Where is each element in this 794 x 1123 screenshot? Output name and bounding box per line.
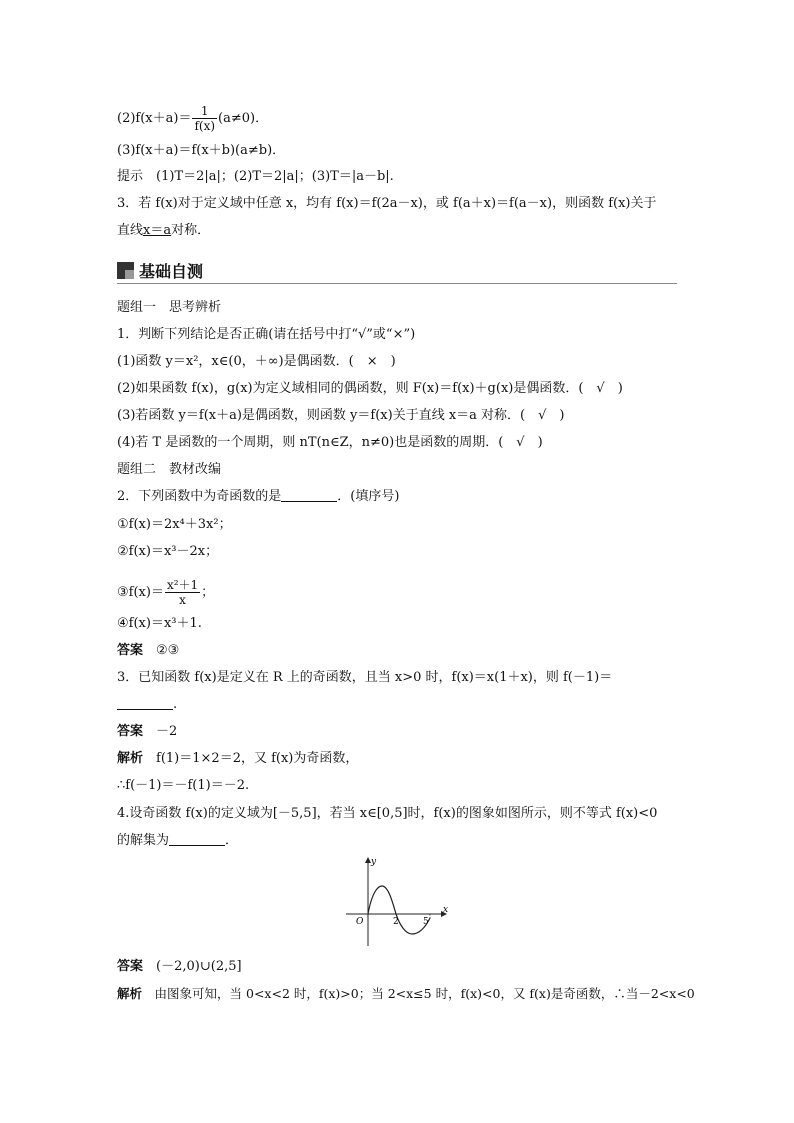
tick-label-2: 2	[393, 917, 399, 927]
item-3-underlined: x＝a	[143, 223, 172, 238]
property-2	[117, 104, 268, 133]
answer-label: 答案	[117, 724, 144, 739]
question-1-stem: 1．判断下列结论是否正确(请在括号中打“√”或“×”)	[117, 327, 416, 342]
question-4-stem-text: 的解集为	[117, 833, 170, 848]
question-4-explanation	[117, 985, 695, 1003]
function-graph	[340, 852, 452, 948]
explanation-text: 由图象可知，当 0<x<2 时，f(x)>0；当 2<x≤5 时，f(x)<0，又 f(x)是奇函数，∴当－2<x<0	[154, 986, 695, 1001]
explanation-text: f(1)＝1×2＝2，又 f(x)为奇函数，	[156, 751, 359, 766]
hint-line	[117, 168, 394, 186]
answer-blank	[169, 832, 225, 846]
x-axis-label: x	[443, 905, 449, 915]
question-2-option-1: ①f(x)＝2x⁴＋3x²；	[117, 517, 232, 532]
answer-text: ②③	[156, 643, 180, 658]
section-square-icon	[117, 262, 134, 279]
hint-text: (1)T＝2|a|；(2)T＝2|a|；(3)T＝|a－b|.	[156, 169, 394, 184]
option-3-prefix: ③f(x)＝	[117, 585, 164, 600]
question-2-stem-suffix: ．(填序号)	[337, 489, 400, 504]
tick-label-5: 5	[423, 917, 429, 927]
section-divider	[117, 283, 677, 284]
question-1-item-3: (3)若函数 y＝f(x＋a)是偶函数，则函数 y＝f(x)关于直线 x＝a 对称．( √ )	[117, 408, 565, 423]
question-4-stem-2	[117, 832, 238, 850]
hint-label: 提示	[117, 169, 144, 184]
group-1-label: 题组一 思考辨析	[117, 300, 222, 315]
question-3-tail: .	[173, 697, 178, 712]
question-2-answer	[117, 642, 179, 660]
question-2-stem	[117, 488, 399, 506]
fraction	[192, 104, 217, 133]
question-3-answer	[117, 723, 177, 741]
property-2-condition: (a≠0)．	[218, 111, 269, 126]
question-1-item-2: (2)如果函数 f(x)，g(x)为定义域相同的偶函数，则 F(x)＝f(x)＋g(x)是偶函数．( √ )	[117, 381, 623, 396]
question-2-stem-text: 2．下列函数中为奇函数的是	[117, 489, 282, 504]
answer-text: －2	[156, 724, 178, 739]
item-3-line-1: 3．若 f(x)对于定义域中任意 x，均有 f(x)＝f(2a－x)，或 f(a＋x)＝f(a－x)，则函数 f(x)关于	[117, 196, 657, 211]
explanation-label: 解析	[117, 751, 144, 766]
item-3-suffix: 对称．	[171, 223, 211, 238]
y-axis-label: y	[371, 857, 377, 867]
answer-blank	[281, 488, 337, 502]
property-3: (3)f(x＋a)＝f(x＋b)(a≠b)．	[117, 143, 286, 158]
question-1-item-4: (4)若 T 是函数的一个周期，则 nT(n∈Z，n≠0)也是函数的周期．( √ )	[117, 435, 543, 450]
property-2-lhs: (2)f(x＋a)＝	[117, 111, 192, 126]
group-2-label: 题组二 教材改编	[117, 462, 222, 477]
answer-label: 答案	[117, 643, 144, 658]
fraction-denominator: f(x)	[194, 119, 216, 133]
answer-text: (－2,0)∪(2,5]	[156, 959, 242, 974]
explanation-label: 解析	[117, 986, 143, 1001]
question-3-stem: 3．已知函数 f(x)是定义在 R 上的奇函数，且当 x>0 时，f(x)＝x(1＋x)，则 f(－1)＝	[117, 670, 613, 685]
question-2-option-2: ②f(x)＝x³－2x；	[117, 544, 219, 559]
question-3-explanation-1	[117, 750, 358, 768]
question-4-stem: 4.设奇函数 f(x)的定义域为[－5,5]，若当 x∈[0,5]时，f(x)的图象如图所示，则不等式 f(x)<0	[117, 806, 658, 821]
origin-label: O	[356, 917, 364, 927]
curve	[368, 886, 430, 934]
question-1-item-1: (1)函数 y＝x²，x∈(0，＋∞)是偶函数．( × )	[117, 354, 396, 369]
item-3-line-2	[117, 222, 210, 240]
item-3-prefix: 直线	[117, 223, 144, 238]
fraction-numerator: x²＋1	[166, 578, 199, 592]
question-4-answer	[117, 958, 242, 976]
section-header	[117, 258, 203, 282]
question-4-stem-suffix: ．	[225, 833, 239, 848]
fraction-denominator: x	[165, 592, 200, 607]
section-title: 基础自测	[139, 261, 204, 281]
fraction	[165, 578, 200, 607]
answer-blank	[117, 696, 173, 710]
question-3-explanation-2: ∴f(－1)＝－f(1)＝－2.	[117, 778, 250, 793]
question-2-option-4: ④f(x)＝x³＋1.	[117, 616, 202, 631]
question-2-option-3	[117, 578, 214, 607]
option-3-suffix: ；	[201, 585, 215, 600]
answer-label: 答案	[117, 959, 144, 974]
question-3-blank-line	[117, 696, 177, 714]
fraction-numerator: 1	[200, 104, 209, 118]
